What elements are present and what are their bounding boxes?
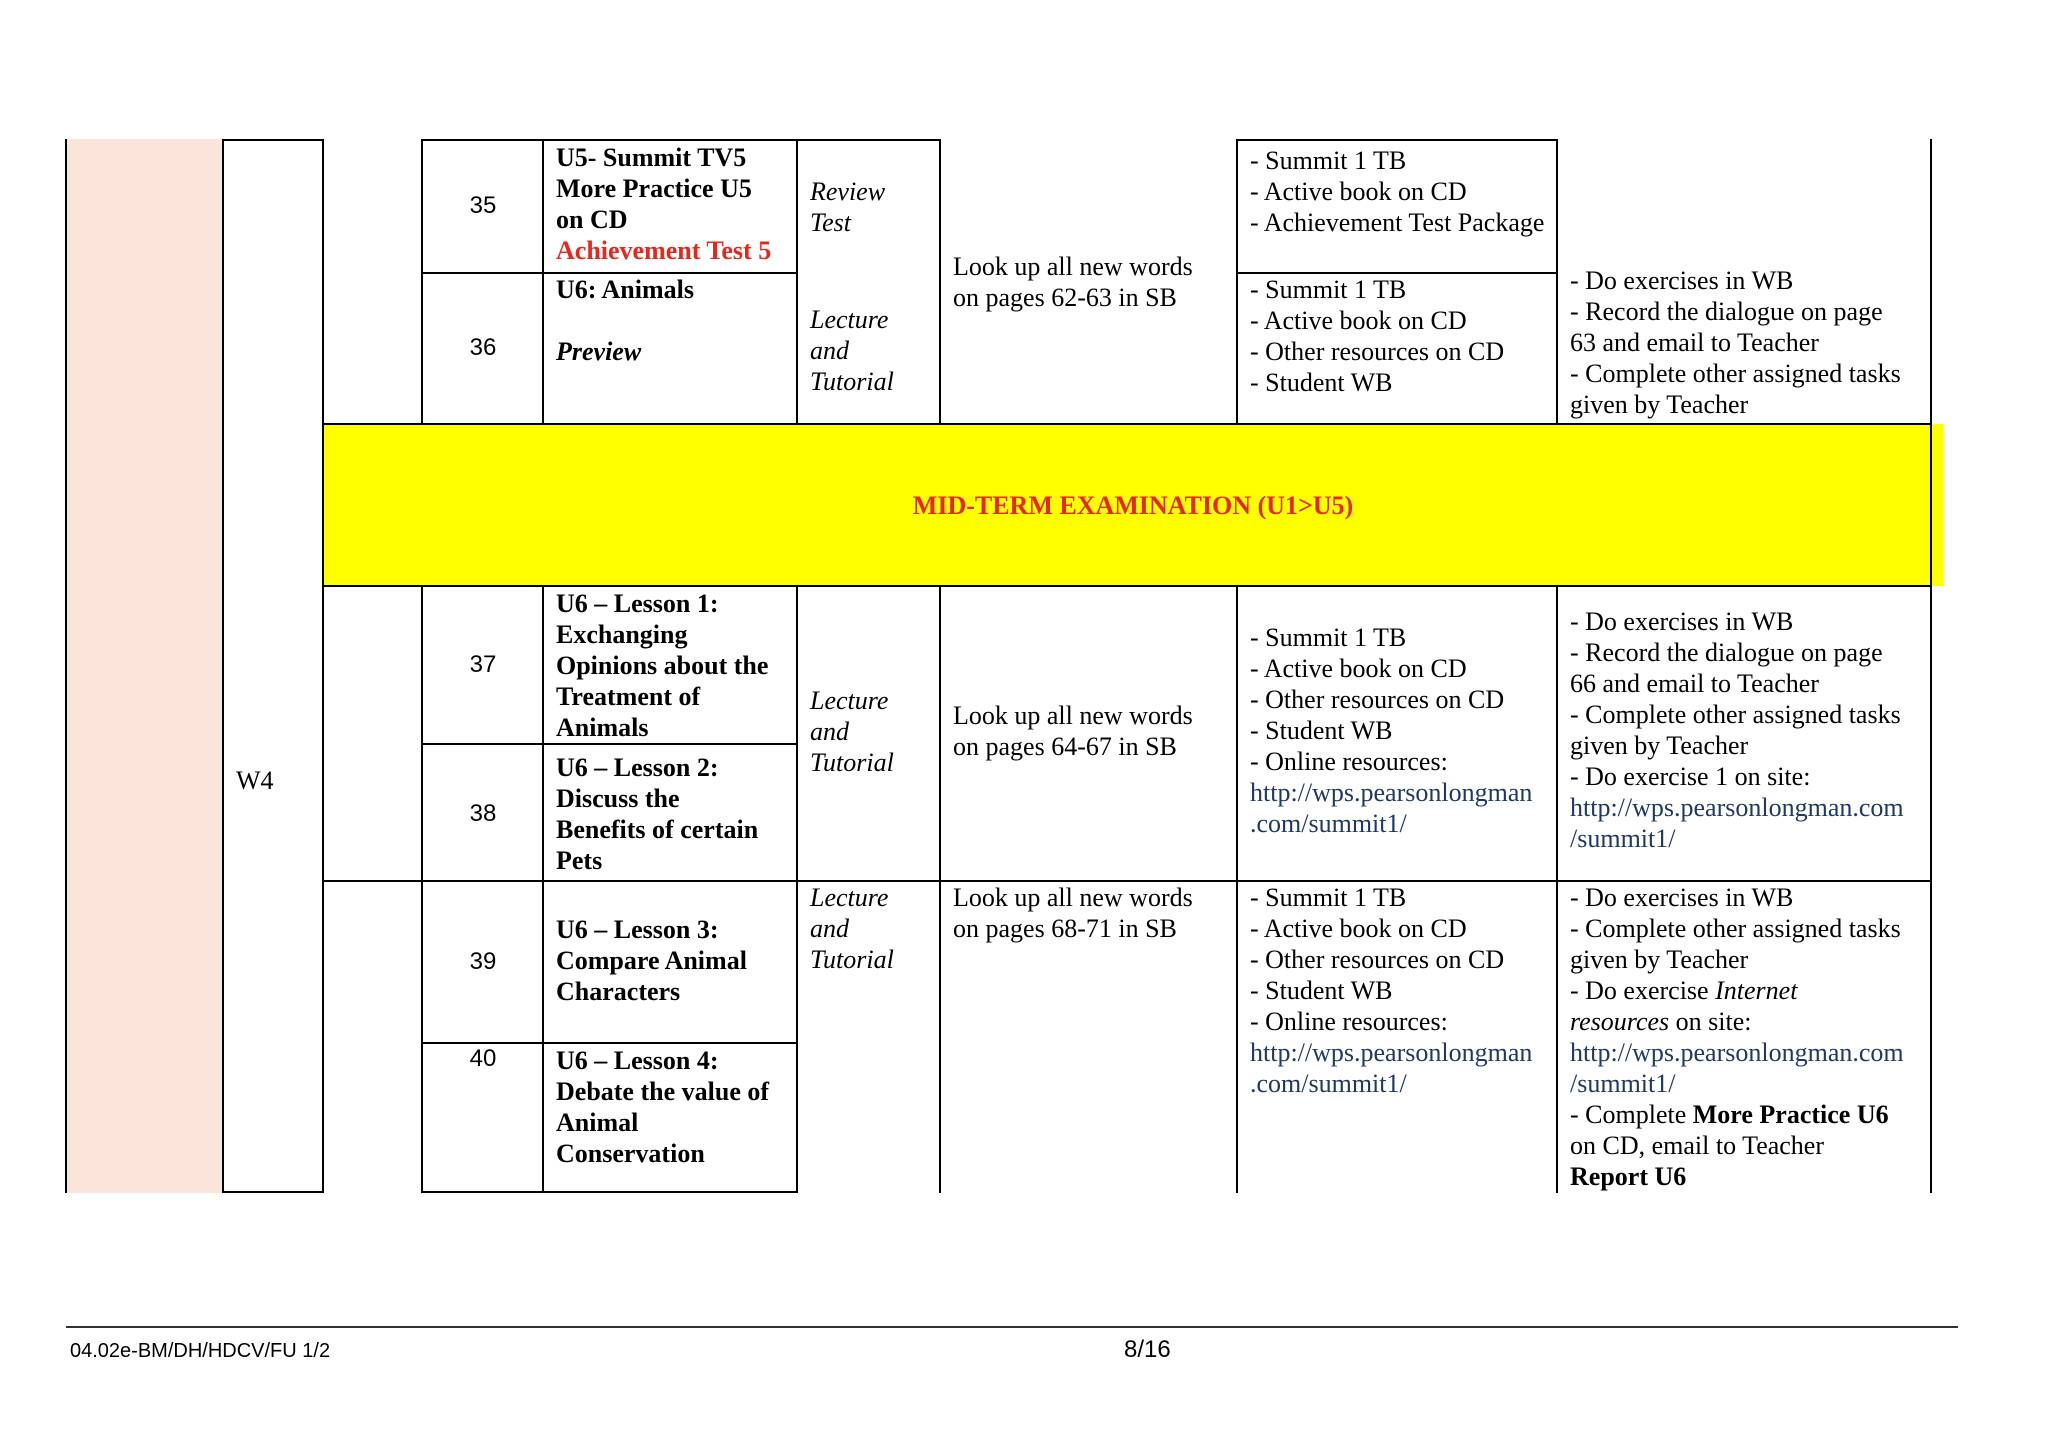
lesson-subtitle: Preview [556,337,642,366]
preparation: Look up all new words on pages 62-63 in SB [953,252,1193,312]
lesson-number: 40 [469,1045,497,1072]
method: Review Test [810,177,886,237]
lesson-number: 38 [469,800,497,827]
resource-link[interactable]: http://wps.pearsonlongman [1250,1038,1533,1067]
peach-column [66,139,222,1193]
lesson-number: 36 [469,334,497,361]
lesson-title: U6 – Lesson 4: Debate the value of Animal Conservation [556,1046,770,1168]
lesson-title: U5- Summit TV5 More Practice U5 on CD Achievement Test 5 [556,143,772,265]
resource-link[interactable]: http://wps.pearsonlongman [1250,778,1533,807]
lesson-number: 37 [469,651,497,678]
lesson-title: U6 – Lesson 1: Exchanging Opinions about the Treatment of Animals [556,589,769,742]
method: Lecture and Tutorial [810,305,894,396]
footer-doc-code: 04.02e-BM/DH/HDCV/FU 1/2 [70,1340,331,1362]
homework: - Do exercises in WB - Record the dialogue on page 63 and email to Teacher - Complete other assigned tasks given by Teacher [1570,266,1901,419]
method: Lecture and Tutorial [810,686,894,777]
homework: - Do exercises in WB - Record the dialogue on page 66 and email to Teacher - Complete other assigned tasks given by Teacher - Do exercise 1 on site: http://wps.pearsonlongman.com /summit1/ [1558,606,1930,854]
lesson-number: 39 [469,948,497,975]
week-label: W4 [236,766,274,795]
lesson-title: U6: Animals [556,275,694,304]
homework-link[interactable]: http://wps.pearsonlongman.com [1570,1038,1904,1067]
resources: - Summit 1 TB - Active book on CD - Other resources on CD - Student WB [1250,275,1505,397]
method: Lecture and Tutorial [810,883,894,974]
resource-link[interactable]: .com/summit1/ [1250,1069,1407,1098]
homework-link[interactable]: /summit1/ [1570,1069,1676,1098]
resources: - Summit 1 TB - Active book on CD - Other resources on CD - Student WB - Online resources: http://wps.pearsonlongman .com/summit1/ [1238,882,1556,1099]
footer-rule [66,1326,1958,1328]
resource-link[interactable]: .com/summit1/ [1250,809,1407,838]
midterm-title: MID-TERM EXAMINATION (U1>U5) [912,490,1354,520]
preparation: Look up all new words on pages 64-67 in SB [953,701,1193,761]
preparation: Look up all new words on pages 68-71 in SB [953,883,1193,943]
lesson-title: U6 – Lesson 3: Compare Animal Characters [556,915,747,1006]
footer-page-number: 8/16 [1124,1336,1171,1363]
homework-link[interactable]: /summit1/ [1570,824,1676,853]
resources: - Summit 1 TB - Active book on CD - Achievement Test Package [1250,146,1545,237]
midterm-banner [323,424,1943,586]
homework: - Do exercises in WB - Complete other assigned tasks given by Teacher - Do exercise Internet resources on site: http://wps.pearsonlongman.com /summit1/ - Complete More Practice U6 on CD, email to Teacher Report U6 [1558,882,1930,1192]
resources: - Summit 1 TB - Active book on CD - Other resources on CD - Student WB - Online resources: http://wps.pearsonlongman .com/summit1/ [1238,622,1556,839]
lesson-title: U6 – Lesson 2: Discuss the Benefits of certain Pets [556,753,759,875]
lesson-number: 35 [469,192,497,219]
homework-link[interactable]: http://wps.pearsonlongman.com [1570,793,1904,822]
